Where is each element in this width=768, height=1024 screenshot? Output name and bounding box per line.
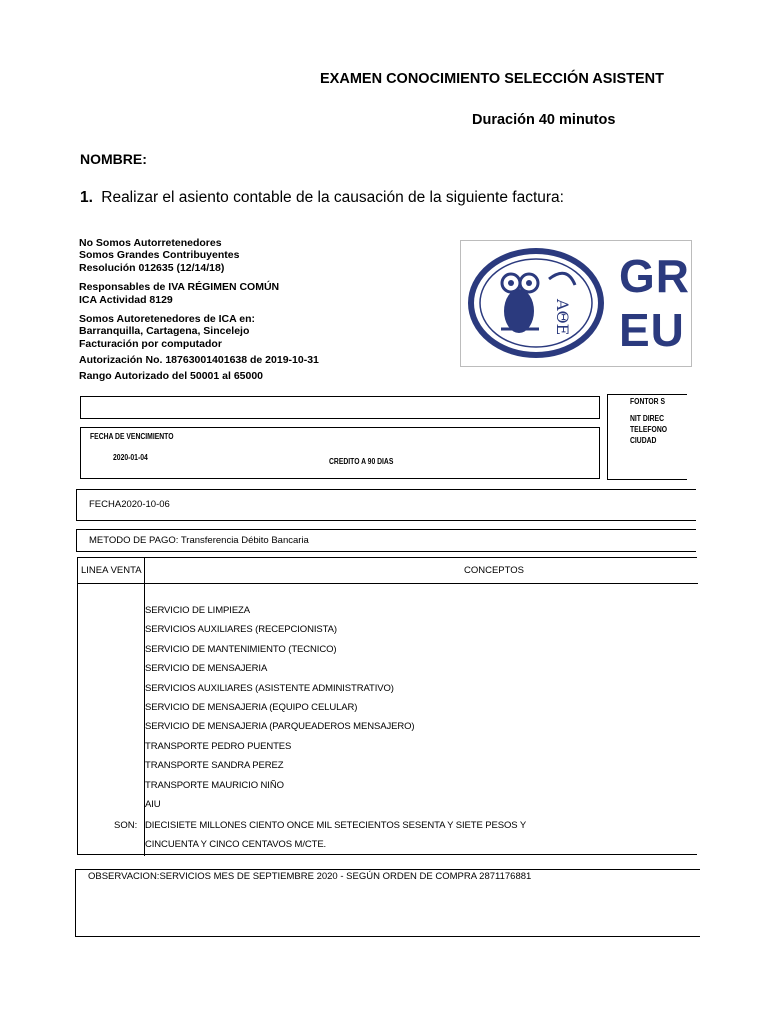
credit-terms: CREDITO A 90 DIAS: [329, 457, 394, 466]
due-date-box: [80, 427, 600, 479]
issuer-line: ICA Actividad 8129: [79, 293, 173, 306]
concepts-table: [77, 557, 697, 855]
issuer-line: Resolución 012635 (12/14/18): [79, 261, 225, 274]
invoice-date-label: FECHA: [89, 499, 122, 510]
son-label: SON:: [114, 820, 138, 831]
issuer-line: Responsables de IVA RÉGIMEN COMÚN: [79, 281, 280, 294]
question-1: [80, 189, 564, 207]
concept-item: SERVICIOS AUXILIARES (ASISTENTE ADMINISTRATIVO): [145, 682, 394, 694]
issuer-info: [79, 237, 319, 382]
column-header-concepts: CONCEPTOS: [464, 565, 525, 576]
owl-emblem-icon: [461, 241, 611, 366]
concept-item: TRANSPORTE MAURICIO NIÑO: [145, 779, 284, 791]
payment-method-label: METODO DE PAGO:: [89, 535, 179, 546]
concept-item: SERVICIOS AUXILIARES (RECEPCIONISTA): [145, 624, 337, 636]
concept-item: SERVICIO DE MENSAJERIA (PARQUEADEROS MENSAJERO): [145, 721, 415, 733]
concept-item: TRANSPORTE PEDRO PUENTES: [145, 740, 292, 752]
client-name-field: [80, 396, 600, 419]
concept-item: AIU: [145, 799, 161, 810]
question-number: 1.: [80, 189, 93, 206]
concept-item: SERVICIO DE MANTENIMIENTO (TECNICO): [145, 643, 337, 655]
client-info-box: [607, 394, 687, 480]
exam-duration: Duración 40 minutos: [472, 112, 616, 128]
company-logo: [460, 240, 692, 367]
exam-title: EXAMEN CONOCIMIENTO SELECCIÓN ASISTENT: [320, 71, 664, 87]
name-label: NOMBRE:: [80, 151, 147, 167]
logo-text-line2: EU: [619, 304, 685, 356]
amount-in-words-line2: CINCUENTA Y CINCO CENTAVOS M/CTE.: [145, 839, 327, 850]
svg-text:ΑΘΕ: ΑΘΕ: [553, 299, 572, 336]
payment-method: [89, 535, 309, 546]
issuer-line: Barranquilla, Cartagena, Sincelejo: [79, 325, 250, 338]
question-text: Realizar el asiento contable de la causación de la siguiente factura:: [101, 189, 564, 206]
due-date-value: 2020-01-04: [113, 453, 148, 462]
client-phone: TELEFONO: [630, 425, 668, 434]
observation-box: [75, 869, 700, 937]
concept-item: SERVICIO DE MENSAJERIA: [145, 663, 268, 675]
payment-method-value: Transferencia Débito Bancaria: [180, 535, 309, 546]
amount-in-words-line1: DIECISIETE MILLONES CIENTO ONCE MIL SETECIENTOS SESENTA Y SIETE PESOS Y: [145, 820, 527, 831]
issuer-line: Somos Grandes Contribuyentes: [79, 249, 240, 262]
invoice-date-value: 2020-10-06: [121, 499, 170, 510]
invoice-date-box: [76, 489, 696, 521]
invoice-date: [89, 499, 170, 510]
observation-text: OBSERVACION:SERVICIOS MES DE SEPTIEMBRE 2020 - SEGÚN ORDEN DE COMPRA 2871176881: [88, 871, 532, 882]
due-date-label: FECHA DE VENCIMIENTO: [90, 432, 174, 441]
client-company: FONTOR S: [630, 397, 666, 406]
column-header-line: LINEA VENTA: [81, 565, 142, 576]
logo-text-line1: GR: [619, 250, 690, 302]
issuer-line: No Somos Autorretenedores: [79, 237, 222, 249]
concept-item: TRANSPORTE SANDRA PEREZ: [145, 760, 284, 772]
concept-item: SERVICIO DE MENSAJERIA (EQUIPO CELULAR): [145, 702, 358, 713]
client-city: CIUDAD: [630, 436, 657, 445]
concept-item: SERVICIO DE LIMPIEZA: [145, 605, 250, 616]
issuer-line: Autorización No. 18763001401638 de 2019-10-31: [79, 354, 319, 367]
client-nit: NIT DIREC: [630, 414, 664, 423]
issuer-line: Facturación por computador: [79, 337, 222, 350]
issuer-line: Somos Autoretenedores de ICA en:: [79, 313, 255, 326]
payment-method-box: [76, 529, 696, 552]
issuer-line: Rango Autorizado del 50001 al 65000: [79, 369, 264, 382]
